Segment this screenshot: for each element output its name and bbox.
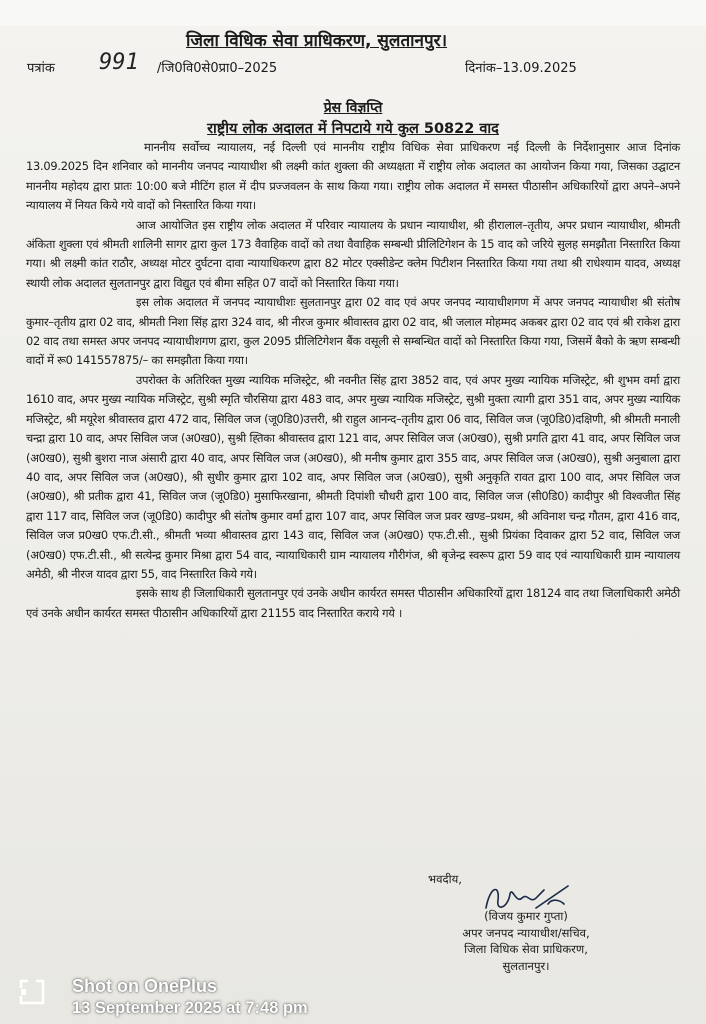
reference-line bbox=[27, 50, 687, 80]
camera-watermark bbox=[18, 972, 378, 1022]
press-headline: राष्ट्रीय लोक अदालत में निपटाये गये कुल 50822 वाद bbox=[207, 121, 499, 137]
paragraph: उपरोक्त के अतिरिक्त मुख्य न्यायिक मजिस्ट्रेट, श्री नवनीत सिंह द्वारा 3852 वाद, एवं अपर मुख्य न्यायिक मजिस्ट्रेट, श्री शुभम वर्मा द्वारा 1610 वाद, अपर मुख्य न्यायिक मजिस्ट्रेट, सुश्री स्मृति चौरसिया द्वारा 483 वाद, अपर मुख्य न्यायिक मजिस्ट्रेट, सुश्री मुक्ता त्यागी द्वारा 351 वाद, अपर मुख्य न्यायिक मजिस्ट्रेट, श्री मयूरेश श्रीवास्तव द्वारा 472 वाद, सिविल जज (जू0डि0)उत्तरी, श्री राहुल आनन्द–तृतीय द्वारा 06 वाद, सिविल जज (जू0डि0)दक्षिणी, श्री श्रीमती मनाली चन्द्रा द्वारा 10 वाद, अपर सिविल जज (अ0ख0), सुश्री ह्तिका श्रीवास्तव द्वारा 121 वाद, अपर सिविल जज (अ0ख0), सुश्री प्रगति द्वारा 41 वाद, अपर सिविल जज (अ0ख0), सुश्री बुशरा नाज अंसारी द्वारा 40 वाद, अपर सिविल जज (अ0ख0), श्री मनीष कुमार द्वारा 355 वाद, अपर सिविल जज (अ0ख0), सुश्री अनुबाला द्वारा 40 वाद, अपर सिविल जज (अ0ख0), श्री सुधीर कुमार द्वारा 102 वाद, अपर सिविल जज (अ0ख0), सुश्री अनुकृति रावत द्वारा 100 वाद, अपर सिविल जज (अ0ख0), श्री प्रतीक द्वारा 41, सिविल जज (जू0डि0) मुसाफिरखाना, श्रीमती दिपांशी चौधरी द्वारा 100 वाद, सिविल जज (सी0डि0) कादीपुर श्री विश्वजीत सिंह द्वारा 117 वाद, सिविल जज (जू0डि0) कादीपुर श्री संतोष कुमार वर्मा द्वारा 107 वाद, अपर सिविल जज प्रवर खण्ड–प्रथम, श्री अविनाश चन्द्र गौतम, द्वारा 416 वाद, सिविल जज प्र0ख0 एफ.टी.सी., श्रीमती भव्या श्रीवास्तव द्वारा 143 वाद, सिविल जज (अ0ख0) एफ.टी.सी., सुश्री प्रियंका दिवाकर द्वारा 52 वाद, सिविल जज (अ0ख0) एफ.टी.सी., श्री सत्येन्द्र कुमार मिश्रा द्वारा 54 वाद, न्यायाधिकारी ग्राम न्यायालय गौरीगंज, श्री बृजेन्द्र स्वरूप द्वारा 59 वाद एवं न्यायाधिकारी ग्राम न्यायालय अमेठी, श्री नीरज यादव द्वारा 55, वाद निस्तारित किये गये। bbox=[26, 372, 680, 581]
paragraph: इसके साथ ही जिलाधिकारी सुलतानपुर एवं उनके अधीन कार्यरत समस्त पीठासीन अधिकारियों द्वारा 18124 वाद तथा जिलाधिकारी अमेठी एवं उनके अधीन कार्यरत समस्त पीठासीन अधिकारियों द्वारा 21155 वाद निस्तारित कराये गये । bbox=[26, 586, 680, 620]
patrank-label: पत्रांक bbox=[27, 61, 55, 76]
press-release-title: प्रेस विज्ञप्ति bbox=[323, 100, 383, 116]
top-margin bbox=[0, 0, 706, 26]
oneplus-logo-icon bbox=[18, 978, 46, 1006]
reference-number: /जि0वि0से0प्रा0–2025 bbox=[157, 61, 278, 76]
signatory-city: सुलतानपुर। bbox=[502, 958, 550, 973]
signatory-name: (विजय कुमार गुप्ता) bbox=[484, 909, 568, 923]
signatory-designation: अपर जनपद न्यायाधीश/सचिव, bbox=[462, 925, 590, 940]
signature-block bbox=[376, 908, 676, 974]
watermark-timestamp: 13 September 2025 at 7:48 pm bbox=[72, 999, 308, 1017]
patrank-number: 991 bbox=[99, 50, 139, 75]
watermark-device: Shot on OnePlus bbox=[72, 976, 218, 996]
signatory-office: जिला विधिक सेवा प्राधिकरण, bbox=[464, 942, 588, 956]
paragraph: आज आयोजित इस राष्ट्रीय लोक अदालत में परिवार न्यायालय के प्रधान न्यायाधीश, श्री हीरालाल–तृतीय, अपर प्रधान न्यायाधीश, श्रीमती अंकिता शुक्ला एवं श्रीमती शालिनी सागर द्वारा कुल 173 वैवाहिक वादों को तथा वैवाहिक सम्बन्धी प्रीलिटिगेशन के 15 वाद को जरिये सुलह समझौता निस्तारित किया गया। श्री लक्ष्मी कांत राठौर, अध्यक्ष मोटर दुर्घटना दावा न्यायाधिकरण द्वारा 82 मोटर एक्सीडेन्ट क्लेम पिटीशन निस्तारित किया गया तथा श्री राधेश्याम यादव, अध्यक्ष स्थायी लोक अदालत सुलतानपुर द्वारा विद्युत एवं बीमा सहित 07 वादों को निस्तारित किया गया। bbox=[26, 217, 680, 290]
paragraph: माननीय सर्वोच्च न्यायालय, नई दिल्ली एवं माननीय राष्ट्रीय विधिक सेवा प्राधिकरण नई दिल्ली के निर्देशानुसार आज दिनांक 13.09.2025 दिन शनिवार को माननीय जनपद न्यायाधीश श्री लक्ष्मी कांत शुक्ला की अध्यक्षता में राष्ट्रीय लोक अदालत का आयोजन किया गया, जिसका उद्घाटन माननीय महोदय द्वारा प्रातः 10:00 बजे मीटिंग हाल में दीप प्रज्जवलन के साथ किया गया। राष्ट्रीय लोक अदालत में समस्त पीठासीन अधिकारियों द्वारा अपने–अपने न्यायालय में नियत किये गये वादों को निस्तारित किया गया। bbox=[26, 140, 680, 213]
authority-title: जिला विधिक सेवा प्राधिकरण, सुलतानपुर। bbox=[186, 31, 448, 51]
document-date: दिनांक–13.09.2025 bbox=[465, 61, 577, 76]
body-text bbox=[26, 138, 680, 623]
paragraph: इस लोक अदालत में जनपद न्यायाधीशः सुलतानपुर द्वारा 02 वाद एवं अपर जनपद न्यायाधीशगण में अपर जनपद न्यायाधीश श्री संतोष कुमार–तृतीय द्वारा 02 वाद, श्रीमती निशा सिंह द्वारा 324 वाद, श्री नीरज कुमार श्रीवास्तव द्वारा 02 वाद, श्री जलाल मोहम्मद अकबर द्वारा 02 वाद एवं श्री राकेश द्वारा 02 वाद तथा समस्त अपर जनपद न्यायाधीशगण द्वारा, कुल 2095 प्रीलिटिगेशन बैंक वसूली से सम्बन्धित वादों को निस्तारित किया गया, जिसमें बैको के ऋण सम्बन्धी वादों में रू0 141557875/– का समझौता किया गया। bbox=[26, 295, 680, 368]
closing-salutation: भवदीय, bbox=[428, 872, 462, 886]
